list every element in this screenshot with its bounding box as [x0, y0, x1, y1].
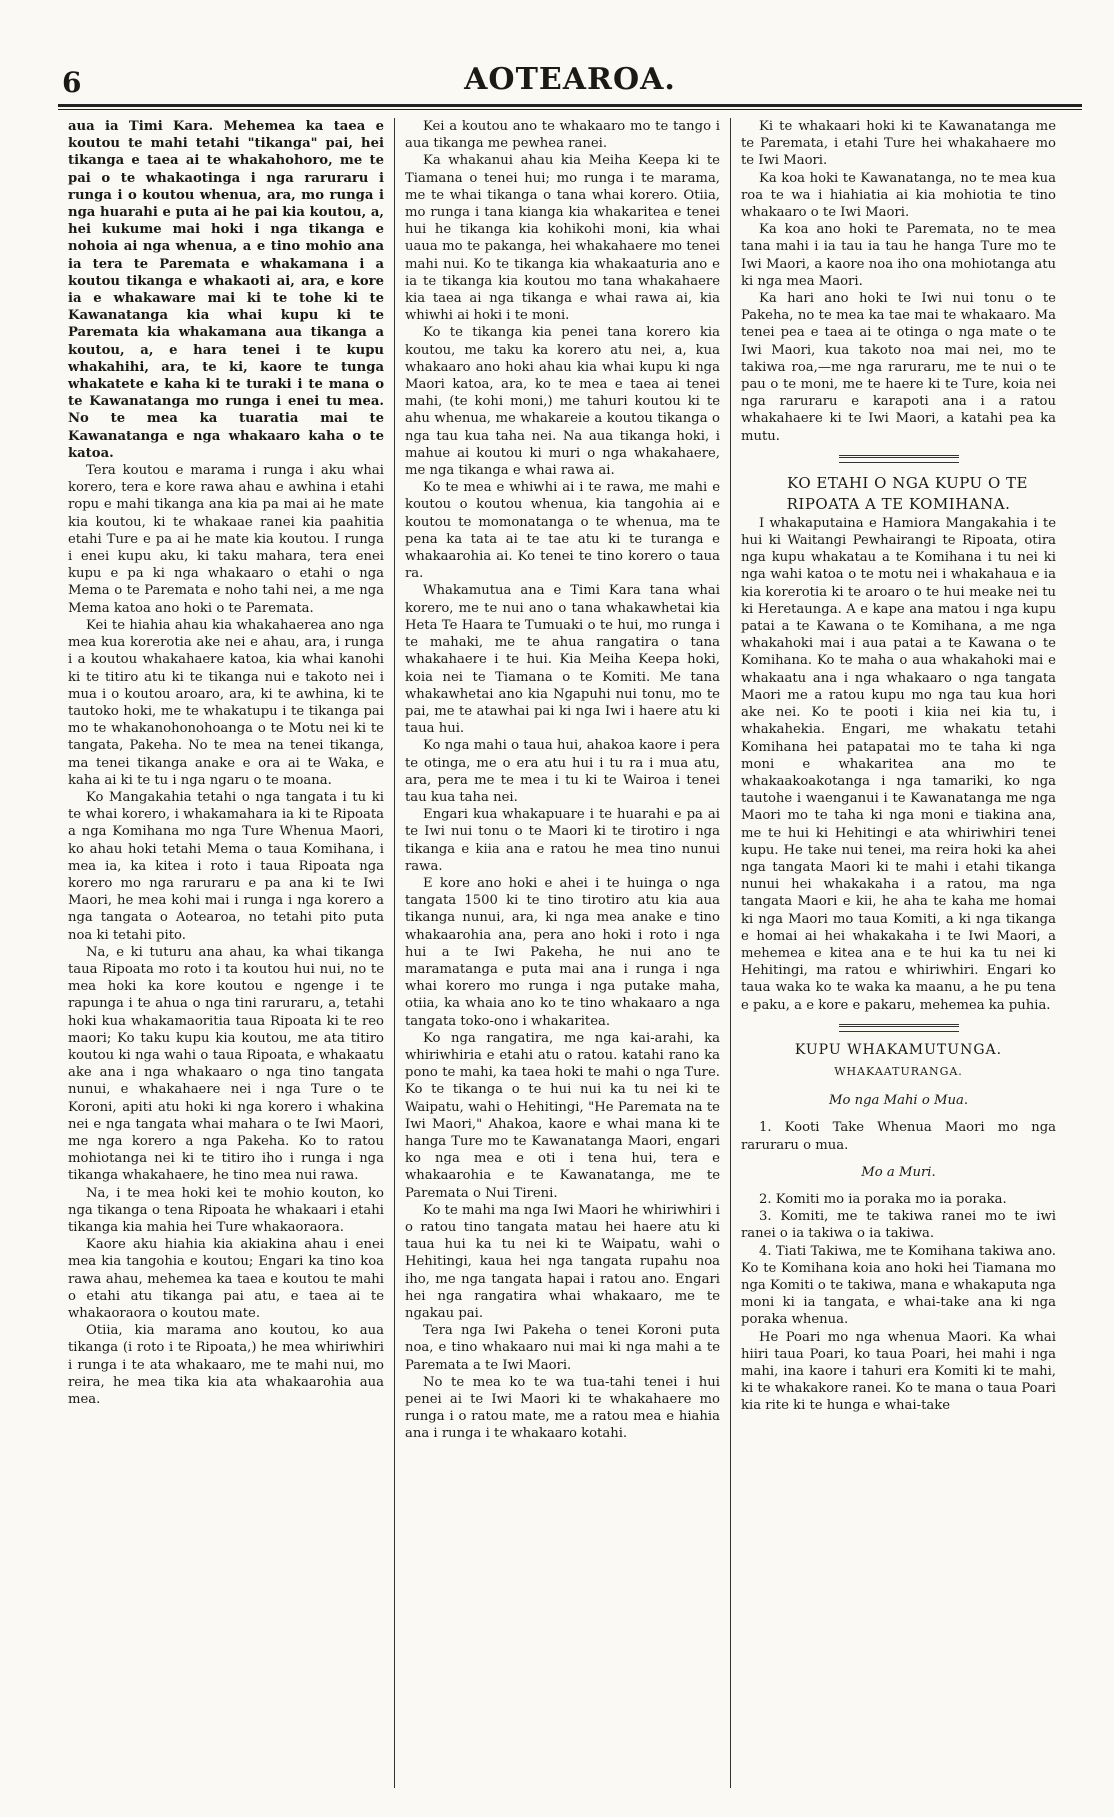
paragraph: Whakamutua ana e Timi Kara tana whai korero, me te nui ano o tana whakawhetai kia Heta Te Haara te Tumuaki o te hui, mo runga i te mahaki, me te ahua rangatira o tana whakahaere i te hui. Kia Meiha Keepa hoki, koia nei te Tiamana o te Komiti. Me tana whakawhetai ano kia Ngapuhi nui tonu, mo te pai, me te atawhai pai ki nga Iwi i haere atu ki taua hui. [405, 583, 720, 737]
columns [58, 118, 1082, 1788]
list-item: 3. Komiti, me te takiwa ranei mo te iwi ranei o ia takiwa o ia takiwa. [741, 1209, 1056, 1242]
column-2 [394, 118, 730, 1788]
masthead [58, 52, 1082, 98]
list-item: 1. Kooti Take Whenua Maori mo nga raruraru o mua. [741, 1120, 1056, 1153]
paragraph: Ko te mea e whiwhi ai i te rawa, me mahi e koutou o koutou whenua, kia tangohia ai e koutou te momonatanga o te whenua, ma te pena ka tata ai te tae atu ki te turanga e whakaarohia ai. Ko tenei te tino korero o taua ra. [405, 480, 720, 582]
list-item: 2. Komiti mo ia poraka mo ia poraka. [759, 1191, 1007, 1207]
paragraph: Na, i te mea hoki kei te mohio kouton, ko nga tikanga o tena Ripoata he whakaari i etahi tikanga kia mahia hei Ture whakaoraora. [68, 1185, 384, 1235]
paragraph: Ka koa ano hoki te Paremata, no te mea tana mahi i ia tau ia tau he hanga Ture mo te Iwi Maori, a kaore noa iho ona mohiotanga atu ki nga mea Maori. [741, 222, 1056, 289]
paragraph: Ka hari ano hoki te Iwi nui tonu o te Pakeha, no te mea ka tae mai te whakaaro. Ma tenei pea e taea ai te otinga o nga mate o te Iwi Maori, kua takoto noa mai nei, mo te takiwa roa,—me nga raruraru, me te nui o te pau o te moni, me te haere ki te Ture, koia nei nga raruraru e karapoti ana i a ratou whakahaere ki te Iwi Maori, a katahi pea ka mutu. [741, 291, 1056, 444]
paragraph: Otiia, kia marama ano koutou, ko aua tikanga (i roto i te Ripoata,) he mea whiriwhiri i runga i te ata whakaaro, me te mahi nui, mo reira, he mea tika kia ata whakaarohia aua mea. [68, 1323, 384, 1408]
paragraph: No te mea ko te wa tua-tahi tenei i hui penei ai te Iwi Maori ki te whakahaere mo runga i o ratou mate, me a ratou mea e hiahia ana i runga i te whakaaro kotahi. [405, 1374, 720, 1442]
paragraph: Ko nga mahi o taua hui, ahakoa kaore i pera te otinga, me o era atu hui i tu ra i mua atu, ara, pera me te mea i tu ki te Wairoa i tenei tau kua taha nei. [405, 738, 720, 805]
paragraph: Ko nga rangatira, me nga kai-arahi, ka whiriwhiria e etahi atu o ratou. katahi rano ka pono te mahi, ka taea hoki te mahi o nga Ture. Ko te tikanga o te hui nui ka tu nei ki te Waipatu, wahi o Hehitingi, "He Paremata na te Iwi Maori," Ahakoa, kaore e whai mana ki te hanga Ture mo te Kawanatanga Maori, engari ko nga mea e oti i tena hui, tera e whakaarohia e te Kawanatanga, me te Paremata o Nui Tireni. [405, 1030, 720, 1201]
paragraph: Tera koutou e marama i runga i aku whai korero, tera e kore rawa ahau e awhina i etahi ropu e mahi tikanga ana kia pa mai ai he mate kia koutou, ki te whakaae ranei kia paahitia etahi Ture e pa ai he mate kia koutou. I runga i enei kupu aku, ki taku mahara, tera enei kupu e pa ki nga whakaaro o etahi o nga Mema o te Paremata e noho tahi nei, a me nga Mema katoa ano hoki o te Paremata. [68, 463, 384, 616]
paragraph: aua ia Timi Kara. Mehemea ka taea e koutou te mahi tetahi "tikanga" pai, hei tikanga e taea ai te whakahohoro, me te pai o te whakaotinga i nga raruraru i runga i o koutou whenua, ara, mo runga i nga huarahi e puta ai he pai kia koutou, a, hei kukume mai hoki i nga tikanga e nohoia ai nga whenua, a e tino mohio ana ia tera te Paremata e whakamana i a koutou tikanga e whakaoti ai, ara, e kore ia e whakaware mai ki te tohe ki te Kawanatanga kia whai kupu ki te Paremata kia whakamana aua tikanga a koutou, a, e hara tenei i te kupu whakahihi, ara, te ki, kaore te tunga whakatete e kaha ki te turaki i te mana o te Kawanatanga mo runga i enei tu mea. No te mea ka tuaratia mai te Kawanatanga e nga whakaaro kaha o te katoa. [68, 119, 384, 461]
paragraph: Kei te hiahia ahau kia whakahaerea ano nga mea kua korerotia ake nei e ahau, ara, i runga i a koutou whakahaere katoa, kia whai kanohi ki te titiro atu ki te tikanga nui e takoto nei i mua i o koutou aroaro, ara, ki te awhina, ki te tautoko hoki, me te whakatupu i te tikanga pai mo te whakanohonohoanga o te Motu nei ki te tangata, Pakeha. No te mea na tenei tikanga, ma tenei tikanga anake e ora ai te Waka, e kaha ai ki te tu i nga ngaru o te moana. [68, 617, 384, 788]
section-divider [839, 455, 959, 463]
paragraph: Ka koa hoki te Kawanatanga, no te mea kua roa te wa i hiahiatia ai kia mohiotia te tino whakaaro o te Iwi Maori. [741, 170, 1056, 221]
paragraph: Ko te mahi ma nga Iwi Maori he whiriwhiri i o ratou tino tangata matau hei haere atu ki taua hui ka tu nei ki te Waipatu, wahi o Hehitingi, kaua hei nga tangata rupahu noa iho, me nga tangata hapai i ratou ano. Engari hei nga rangatira whai whakaaro, me te ngakau pai. [405, 1202, 720, 1322]
section-subheading: WHAKAATURANGA. [834, 1064, 963, 1078]
italic-subheading: Mo a Muri. [861, 1164, 936, 1180]
italic-subheading: Mo nga Mahi o Mua. [828, 1093, 969, 1109]
section-heading: KUPU WHAKAMUTUNGA. [794, 1041, 1003, 1058]
section-divider [839, 1024, 959, 1032]
masthead-rule [58, 104, 1082, 110]
paragraph: Ka whakanui ahau kia Meiha Keepa ki te Tiamana o tenei hui; mo runga i te marama, me te whai tikanga o tana whai korero. Otiia, mo runga i tana kianga kia whakaritea e tenei hui he tikanga kia kohikohi moni, kia whai uaua mo te pakanga, hei whakahaere mo tenei mahi nui. Ko te tikanga kia whakaaturia ano e ia te tikanga kia koutou mo tana whakahaere kia taea ai nga tikanga e whai rawa ai, kia whiwhi ai hoki i te moni. [405, 153, 720, 324]
paragraph: I whakaputaina e Hamiora Mangakahia i te hui ki Waitangi Pewhairangi te Ripoata, otira nga kupu whakatau a te Komihana i tu nei ki nga wahi katoa o te motu nei i whakahaua e ia kia korerotia ki te aroaro o te hui meake nei tu ki Heretaunga. A e kape ana matou i nga kupu patai a te Kawana o te Komihana, a me nga whakahoki mai i aua patai a te Kawana o te Komihana. Ko te maha o aua whakahoki mai e whakaatu ana i nga whakaaro o nga tangata Maori me a ratou kupu mo nga tau kua hori ake nei. Ko te pooti i kiia nei kia tu, i whakahekia. Engari, me whakatu tetahi Komihana hei patapatai mo te taha ki nga moni e whakaritea ana mo te whakaakoakotanga i nga tamariki, ko nga tautohe i waenganui i te Kawanatanga me nga Maori mo te taha ki nga moni e tiakina ana, me te hui ki Hehitingi e ata whiriwhiri tenei kupu. He take nui tenei, ma reira hoki ka ahei nga tangata Maori ki te mahi i etahi tikanga nunui hei whakakaha i a ratou, ma nga tangata Maori e kii, he aha te kaha me homai ki nga Maori mo taua Komiti, a ki nga tikanga e homai ai hei whakakaha i te Iwi Maori, a mehemea e kitea ana e te hui ka tu nei ki Hehitingi, ma ratou e whiriwhiri. Engari ko taua waka ko te waka ka maanu, a he pu tena e paku, a e kore e pakaru, mehemea ka puhia. [741, 515, 1056, 1013]
paragraph: Kaore aku hiahia kia akiakina ahau i enei mea kia tangohia e koutou; Engari ka tino koa rawa ahau, mehemea ka taea e koutou te mahi o etahi atu tikanga pai atu, e taea ai te whakaoraora o koutou mate. [68, 1237, 384, 1322]
paragraph: Kei a koutou ano te whakaaro mo te tango i aua tikanga me pewhea ranei. [405, 119, 720, 152]
paragraph: He Poari mo nga whenua Maori. Ka whai hiiri taua Poari, ko taua Poari, hei mahi i nga mahi, ina kaore i tahuri era Komiti ki te mahi, ki te whakakore ranei. Ko te mana o taua Poari kia rite ki te hunga e whai-take [741, 1329, 1056, 1414]
paragraph: Ki te whakaari hoki ki te Kawanatanga me te Paremata, i etahi Ture hei whakahaere mo te Iwi Maori. [741, 119, 1056, 169]
list-item: 4. Tiati Takiwa, me te Komihana takiwa ano. Ko te Komihana koia ano hoki hei Tiamana mo nga Komiti o te takiwa, mana e whakaputa nga moni ki ia tangata, e whai-take ana ki nga poraka whenua. [741, 1243, 1056, 1328]
paragraph: Ko Mangakahia tetahi o nga tangata i tu ki te whai korero, i whakamahara ia ki te Ripoata a nga Komihana mo nga Ture Whenua Maori, ko ahau hoki tetahi Mema o taua Komihana, i mea ia, ka kitea i roto i taua Ripoata nga korero mo nga raruraru e pa ana ki te Iwi Maori, he mea kohi mai i runga i nga korero a nga tangata o Aotearoa, no tetahi pito puta noa ki tetahi pito. [68, 789, 384, 943]
section-heading: KO ETAHI O NGA KUPU O TE RIPOATA A TE KOMIHANA. [786, 473, 1028, 513]
column-1 [58, 118, 394, 1788]
paragraph: Engari kua whakapuare i te huarahi e pa ai te Iwi nui tonu o te Maori ki te tirotiro i nga tikanga e kiia ana e ratou he mea tino nunui rawa. [405, 807, 720, 874]
paper-title: AOTEAROA. [464, 62, 676, 97]
page-number: 6 [62, 66, 82, 99]
paragraph: E kore ano hoki e ahei i te huinga o nga tangata 1500 ki te tino tirotiro atu kia aua tikanga nunui, ara, ki nga mea anake e tino whakaarohia ana, pera ano hoki i roto i nga hui a te Iwi Pakeha, he nui ano te maramatanga e puta mai ana i runga i nga whai korero mo runga i nga putake maha, otiia, ka whaia ano ko te tino whakaaro a nga tangata toko-ono i whakaritea. [405, 875, 720, 1029]
paragraph: Tera nga Iwi Pakeha o tenei Koroni puta noa, e tino whakaaro nui mai ki nga mahi a te Paremata a te Iwi Maori. [405, 1323, 720, 1373]
paragraph: Na, e ki tuturu ana ahau, ka whai tikanga taua Ripoata mo roto i ta koutou hui nui, no te mea hoki ka kore koutou e ngenge i te rapunga i te ahua o nga tini raruraru, a, tetahi hoki kua whakamaoritia taua Ripoata ki te reo maori; Ko taku kupu kia koutou, me ata titiro koutou ki nga wahi o taua Ripoata, e whakaatu ake ana i nga whakaaro o nga tino tangata nunui, e whakahaere nei i nga Ture o te Koroni, apiti atu hoki ki nga korero i whakina nei e nga tangata whai mahara o te Iwi Maori, me nga korero a nga Pakeha. Ko to ratou mohiotanga nei ki te titiro iho i runga i nga tikanga whakahaere, he tino mea nui rawa. [68, 944, 384, 1184]
paragraph: Ko te tikanga kia penei tana korero kia koutou, me taku ka korero atu nei, a, kua whakaaro ano hoki ahau kia whai kupu ki nga Maori katoa, ara, ko te mea e taea ai tenei mahi, (te kohi moni,) me tahuri koutou ki te ahu whenua, me whakareie a koutou tikanga o nga tau kua taha nei. Na aua tikanga hoki, i mahue ai koutou ki muri o nga whakahaere, me nga tikanga e whai rawa ai. [405, 325, 720, 479]
column-3 [730, 118, 1066, 1788]
